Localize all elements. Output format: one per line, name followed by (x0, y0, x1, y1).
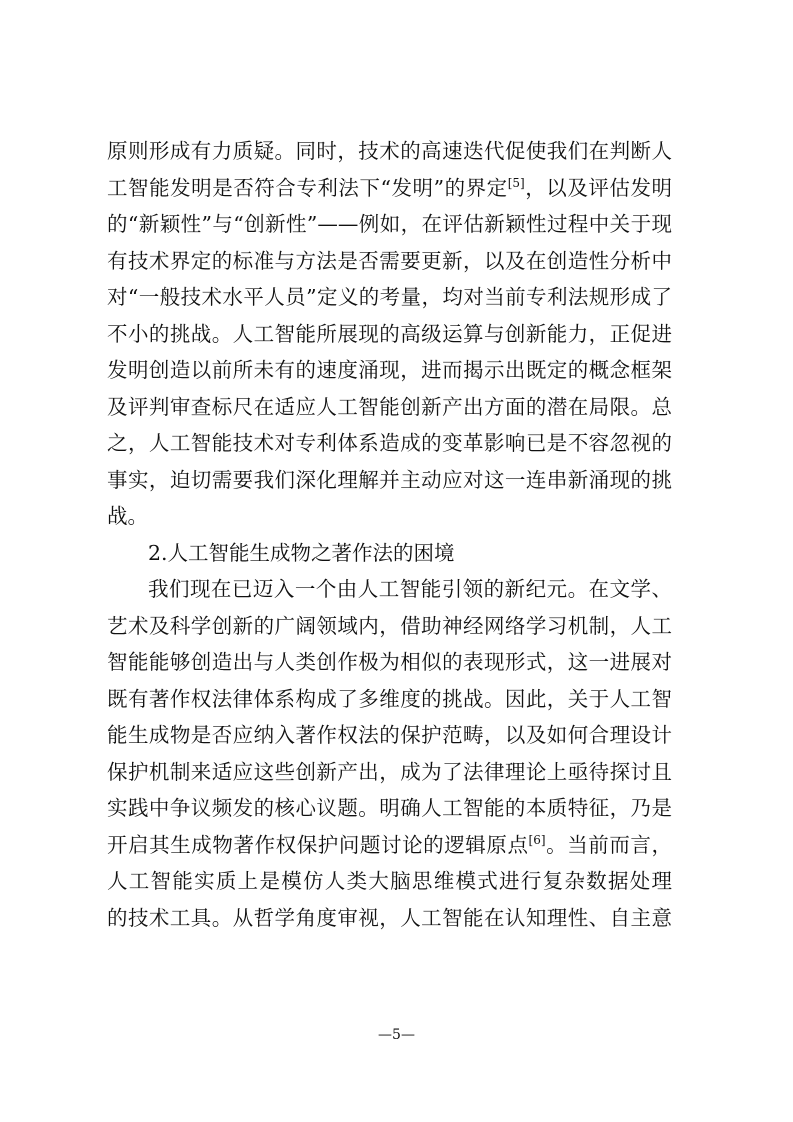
text-line: 智能能够创造出与人类创作极为相似的表现形式，这一进展对 (107, 650, 672, 674)
text-line: 能生成物是否应纳入著作权法的保护范畴，以及如何合理设计 (107, 723, 672, 747)
text-line: 的技术工具。从哲学角度审视，人工智能在认知理性、自主意 (107, 905, 672, 930)
section-heading: 2.人工智能生成物之著作法的困境 (148, 540, 455, 565)
page-number: —5— (378, 1027, 415, 1043)
text-fragment: 。当前而言， (545, 832, 673, 857)
text-line: 有技术界定的标准与方法是否需要更新，以及在创造性分析中 (107, 248, 672, 273)
text-line: 及评判审查标尺在适应人工智能创新产出方面的潜在局限。总 (107, 394, 672, 419)
text-line: 人工智能实质上是模仿人类大脑思维模式进行复杂数据处理 (107, 869, 672, 893)
text-fragment: ，以及评估发明 (524, 175, 673, 200)
text-line: 不小的挑战。人工智能所展现的高级运算与创新能力，正促进 (107, 321, 672, 346)
text-line: 战。 (107, 504, 148, 528)
text-line: 的“新颖性”与“创新性”——例如，在评估新颖性过程中关于现 (107, 212, 672, 236)
text-line: 保护机制来适应这些创新产出，成为了法律理论上亟待探讨且 (107, 759, 672, 784)
text-line: 我们现在已迈入一个由人工智能引领的新纪元。在文学、 (148, 577, 672, 601)
citation-ref: [6] (528, 832, 546, 847)
text-line: 既有著作权法律体系构成了多维度的挑战。因此，关于人工智 (107, 686, 672, 711)
text-line: 艺术及科学创新的广阔领域内，借助神经网络学习机制，人工 (107, 613, 672, 638)
body-text (107, 133, 672, 936)
text-line: 实践中争议频发的核心议题。明确人工智能的本质特征，乃是 (107, 796, 672, 820)
text-line (107, 170, 672, 207)
text-fragment: 工智能发明是否符合专利法下“发明”的界定 (107, 175, 508, 200)
text-line (107, 827, 672, 864)
text-line: 之，人工智能技术对专利体系造成的变革影响已是不容忽视的 (107, 431, 672, 455)
text-fragment: 开启其生成物著作权保护问题讨论的逻辑原点 (107, 832, 529, 857)
text-line: 发明创造以前所未有的速度涌现，进而揭示出既定的概念框架 (107, 358, 672, 382)
citation-ref: [5] (507, 175, 525, 190)
text-line: 原则形成有力质疑。同时，技术的高速迭代促使我们在判断人 (107, 139, 672, 163)
text-line: 事实，迫切需要我们深化理解并主动应对这一连串新涌现的挑 (107, 467, 672, 492)
text-line: 对“一般技术水平人员”定义的考量，均对当前专利法规形成了 (107, 285, 672, 309)
